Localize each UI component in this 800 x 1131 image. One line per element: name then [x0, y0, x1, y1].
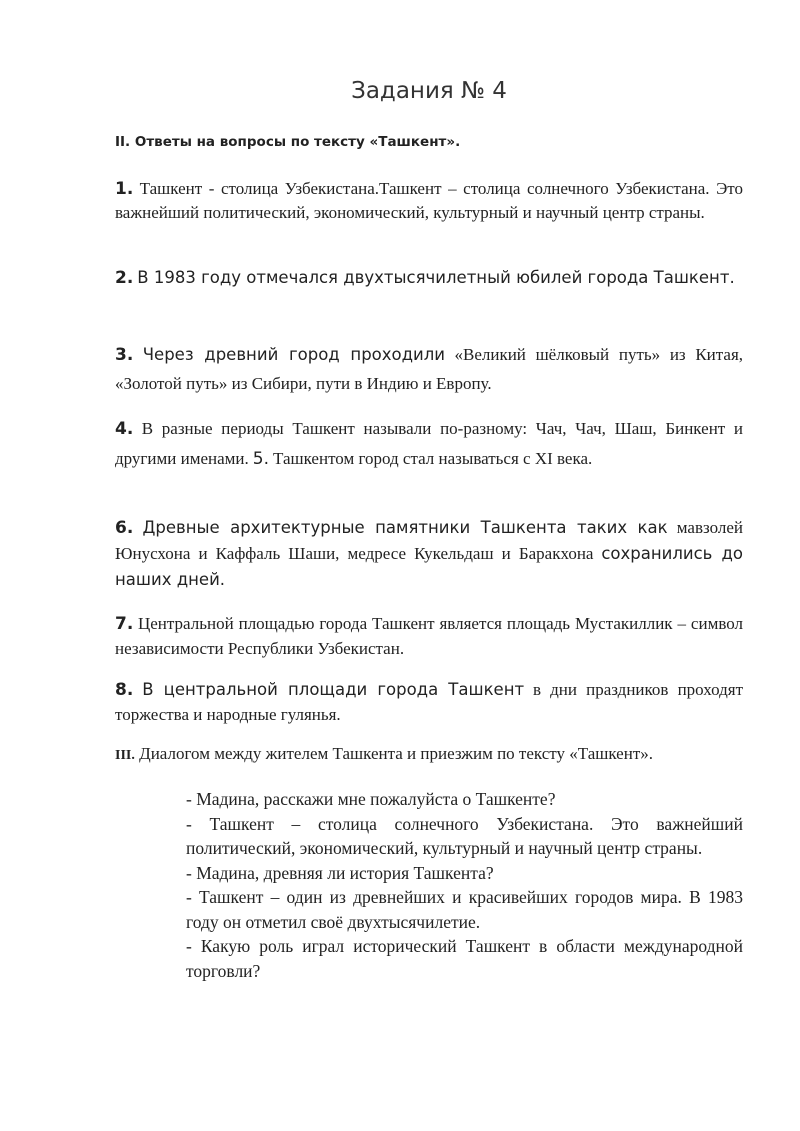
section-3-number: III.	[115, 748, 135, 763]
answer-3	[115, 341, 743, 399]
answer-5-number: 5.	[252, 449, 269, 469]
section-3-text: Диалогом между жителем Ташкента и приезжим по тексту «Ташкент».	[139, 744, 653, 763]
answer-8	[115, 678, 743, 728]
answer-text: Центральной площадью города Ташкент является площадь Мустакиллик – символ независимости Республики Узбекистан.	[115, 614, 743, 658]
answer-text-serif: в дни праздников проходят торжества и народные гулянья.	[115, 680, 744, 724]
answer-2	[115, 263, 743, 294]
answer-text-serif: мавзолей Юнусхона и Каффаль Шаши, медресе Кукельдаш и Баракхона	[115, 518, 743, 563]
answer-number: 6.	[115, 518, 134, 538]
answer-text-sans: В центральной площади города Ташкент	[142, 680, 525, 699]
answer-7	[115, 612, 743, 662]
answer-4	[115, 414, 743, 474]
answer-text-sans-2: сохранились до наших дней.	[115, 544, 743, 589]
answer-number: 1.	[115, 179, 134, 199]
answer-5-text: Ташкентом город стал называться с XI века.	[273, 449, 593, 468]
answer-text-serif: «Великий шёлковый путь» из Китая, «Золотой путь» из Сибири, пути в Индию и Европу.	[115, 345, 744, 393]
section-3-heading	[115, 744, 755, 764]
answer-number: 2.	[115, 268, 134, 288]
page-title: Задания № 4	[351, 78, 507, 104]
answer-number: 8.	[115, 680, 134, 700]
answer-text: В разные периоды Ташкент называли по-разному: Чач, Чач, Шаш, Бинкент и другими именами.	[115, 419, 744, 468]
answer-number: 4.	[115, 419, 134, 439]
answer-number: 7.	[115, 614, 134, 634]
answer-number: 3.	[115, 345, 134, 365]
dialog-line: - Мадина, древняя ли история Ташкента?	[186, 862, 494, 883]
answer-text: В 1983 году отмечался двухтысячилетный юбилей города Ташкент.	[137, 268, 735, 287]
dialog-line: - Ташкент – один из древнейших и красивейших городов мира. В 1983 году он отметил своё двухтысячилетие.	[186, 887, 743, 932]
answer-6	[115, 515, 743, 593]
answer-1	[115, 177, 743, 225]
dialog	[186, 787, 743, 983]
section-2-heading: II. Ответы на вопросы по тексту «Ташкент».	[115, 134, 461, 150]
dialog-line: - Мадина, расскажи мне пожалуйста о Ташкенте?	[186, 789, 556, 809]
dialog-line: - Какую роль играл исторический Ташкент в области международной торговли?	[186, 936, 743, 981]
answer-text: Ташкент - столица Узбекистана.Ташкент – столица солнечного Узбекистана. Это важнейший политический, экономический, культурный и научный центр страны.	[115, 179, 744, 222]
answer-text-sans: Древные архитектурные памятники Ташкента таких как	[142, 518, 668, 537]
answer-text-sans: Через древний город проходили	[142, 345, 446, 364]
dialog-line: - Ташкент – столица солнечного Узбекистана. Это важнейший политический, экономический, культурный и научный центр страны.	[186, 813, 743, 858]
